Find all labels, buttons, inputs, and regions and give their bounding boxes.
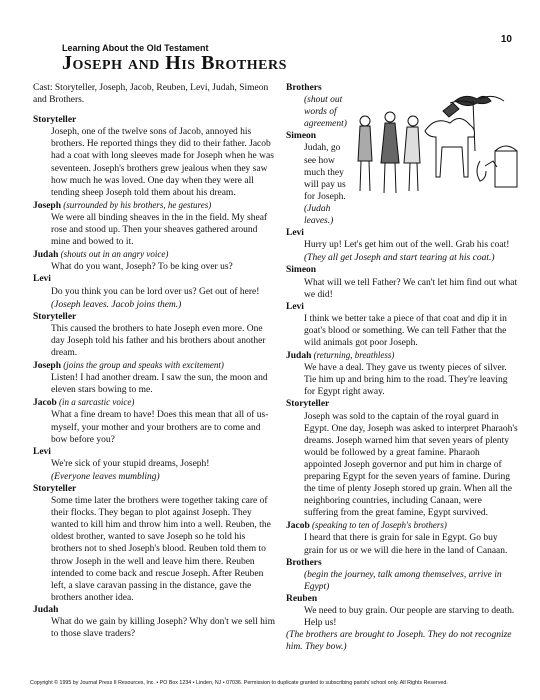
- speaker-name: Joseph: [33, 361, 61, 372]
- right-top-dialogue: [286, 82, 352, 227]
- dialogue-line: Some time later the brothers were together taking care of their flocks. They began to plot against Joseph. They wanted to kill him and throw him into a well. Reuben, the oldest brother, wanted to save Joseph so he told his brothers not to shed Joseph's blood. Reuben told them to throw Joseph in the well and leave him there. Reuben intended to come back and rescue Joseph. After Reuben left, a slave caravan passing in the distance, gave the brothers another idea.: [51, 496, 271, 603]
- speaker-row: [286, 264, 518, 276]
- speaker-name: Brothers: [286, 83, 322, 93]
- dialogue-block: [33, 273, 276, 310]
- dialogue-block: [33, 604, 276, 640]
- speaker-row: [33, 604, 276, 616]
- dialogue-line: Hurry up! Let's get him out of the well. Grab his coat!: [304, 240, 510, 251]
- stage-direction: (begin the journey, talk among themselves, arrive in Egypt): [304, 569, 502, 592]
- speaker-name: Jacob: [286, 521, 310, 532]
- stage-direction: (speaking to ten of Joseph's brothers): [309, 520, 447, 531]
- dialogue-line: What do you want, Joseph? To be king over us?: [51, 262, 233, 273]
- right-column: [286, 82, 518, 653]
- speaker-name: Simeon: [286, 265, 317, 276]
- speaker-row: [33, 396, 276, 409]
- speaker-name: Storyteller: [33, 115, 77, 126]
- copyright-footer: Copyright © 1995 by Journal Press II Resources, Inc. • PO Box 1234 • Linden, NJ • 07036. Permission to duplicate granted to subscribing parish/ school only. All Rights Reserved.: [30, 680, 448, 686]
- stage-direction: (shout out words of agreement): [304, 95, 347, 130]
- cast-list: Cast: Storyteller, Joseph, Jacob, Reuben, Levi, Judah, Simeon and Brothers.: [33, 83, 269, 106]
- speaker-row: [33, 248, 276, 261]
- dialogue-line: We were all binding sheaves in the in the field. My sheaf rose and stood up. Then your sheaves gathered around mine and bowed to it.: [51, 212, 268, 248]
- dialogue-line: We need to buy grain. Our people are starving to death. Help us!: [304, 606, 515, 629]
- speaker-name: Reuben: [286, 593, 318, 604]
- dialogue-line: What will we tell Father? We can't let him find out what we did!: [304, 277, 518, 300]
- dialogue-block: [286, 130, 352, 227]
- dialogue-line: Joseph was sold to the captain of the royal guard in Egypt. One day, Joseph was asked to interpret Pharaoh's dreams. Joseph warned him that seven years of plenty would be followed by a great famine. Pharaoh appointed Joseph governor and put him in charge of preparing Egypt for the seven years of famine. During the time of plenty Joseph stored up grain. When all the neighboring countries, including Canaan, were suffering from the great famine, Egypt survived.: [304, 411, 518, 519]
- speaker-row: [286, 398, 518, 410]
- speaker-row: [33, 359, 276, 372]
- left-dialogue: [33, 114, 276, 640]
- dialogue-block: [286, 264, 518, 300]
- page-number: 10: [500, 34, 512, 45]
- dialogue-block: [286, 519, 518, 556]
- stage-direction: (in a sarcastic voice): [56, 397, 135, 408]
- dialogue-line: What do we gain by killing Joseph? Why don't we sell him to those slave traders?: [51, 617, 275, 640]
- speaker-name: Brothers: [286, 557, 322, 568]
- dialogue-block: [286, 593, 518, 629]
- speaker-name: Judah: [286, 351, 312, 362]
- speaker-row: [286, 82, 352, 94]
- speaker-row: [33, 273, 276, 285]
- stage-direction: (Judah leaves.): [304, 203, 334, 227]
- stage-direction: (Joseph leaves. Jacob joins them.): [51, 299, 182, 310]
- dialogue-block: [33, 311, 276, 359]
- speaker-name: Levi: [286, 228, 304, 239]
- speaker-name: Storyteller: [286, 399, 330, 410]
- dialogue-line: Listen! I had another dream. I saw the sun, the moon and eleven stars bowing to me.: [51, 373, 268, 396]
- page-title: Joseph and His Brothers: [62, 52, 287, 74]
- dialogue-line: I think we better take a piece of that coat and dip it in goat's blood or something. We can tell Father that the wild animals got poor Joseph.: [304, 313, 507, 348]
- dialogue-block: [33, 396, 276, 445]
- speaker-row: [33, 446, 276, 458]
- dialogue-line: Judah, go see how much they will pay us for Joseph. (Judah leaves.): [304, 143, 346, 227]
- speaker-row: [286, 227, 518, 239]
- section-eyebrow: Learning About the Old Testament: [62, 43, 209, 53]
- speaker-name: Storyteller: [33, 484, 77, 494]
- dialogue-block: [286, 557, 518, 593]
- dialogue-line: We have a deal. They gave us twenty pieces of silver. Tie him up and bring him to the road. They're leaving for Egypt right away.: [304, 363, 508, 398]
- stage-direction: (Everyone leaves mumbling): [51, 471, 160, 482]
- closing-stage-direction: (The brothers are brought to Joseph. They do not recognize him. They bow.): [286, 630, 512, 653]
- speaker-row: [286, 349, 518, 362]
- dialogue-block: [286, 82, 352, 130]
- speaker-name: Levi: [286, 301, 304, 312]
- dialogue-line: This caused the brothers to hate Joseph even more. One day Joseph told his father and his brothers about another dream.: [51, 323, 266, 358]
- stage-direction: (joins the group and speaks with excitement): [60, 360, 224, 371]
- dialogue-block: [33, 114, 276, 199]
- dialogue-line: What a fine dream to have! Does this mean that all of us-myself, your mother and your brothers are to come and bow before you?: [51, 410, 269, 445]
- speaker-row: [33, 114, 276, 126]
- dialogue-block: [33, 199, 276, 248]
- speaker-name: Storyteller: [33, 311, 77, 322]
- dialogue-block: [33, 446, 276, 483]
- dialogue-block: [33, 359, 276, 396]
- dialogue-block: [286, 227, 518, 264]
- dialogue-block: [33, 483, 276, 604]
- dialogue-block: [286, 301, 518, 349]
- speaker-name: Judah: [33, 250, 59, 261]
- dialogue-line: Do you think you can be lord over us? Get out of here!: [51, 286, 260, 297]
- speaker-name: Levi: [33, 274, 51, 285]
- speaker-name: Judah: [33, 604, 59, 615]
- speaker-row: [33, 199, 276, 212]
- speaker-row: [286, 130, 352, 142]
- stage-direction: (returning, breathless): [311, 350, 395, 361]
- left-column: [33, 82, 276, 640]
- speaker-row: [286, 519, 518, 532]
- stage-direction: (shouts out in an angry voice): [58, 249, 169, 260]
- right-dialogue: [286, 227, 518, 629]
- dialogue-line: I heard that there is grain for sale in Egypt. Go buy grain for us or we will die here in the land of Canaan.: [304, 533, 508, 556]
- dialogue-line: We're sick of your stupid dreams, Joseph!: [51, 458, 210, 469]
- speaker-row: [33, 483, 276, 495]
- speaker-name: Simeon: [286, 131, 317, 142]
- speaker-row: [286, 301, 518, 313]
- speaker-row: [286, 593, 518, 605]
- dialogue-line: Joseph, one of the twelve sons of Jacob, annoyed his brothers. He reported things they did to their father. Jacob had a coat with long sleeves made for Joseph when he was seventeen. Joseph's brothers grew jealous when they saw how much he was loved. One day when they were all tending sheep Joseph told them about his dream.: [51, 127, 274, 198]
- stage-direction: (They all get Joseph and start tearing at his coat.): [304, 253, 495, 264]
- speaker-name: Joseph: [33, 200, 61, 211]
- speaker-row: [33, 311, 276, 323]
- stage-direction: (surrounded by his brothers, he gestures): [60, 199, 212, 210]
- speaker-name: Levi: [33, 446, 51, 457]
- dialogue-block: [286, 398, 518, 519]
- dialogue-block: [286, 349, 518, 398]
- speaker-row: [286, 557, 518, 569]
- dialogue-block: [33, 248, 276, 273]
- speaker-name: Jacob: [33, 398, 57, 409]
